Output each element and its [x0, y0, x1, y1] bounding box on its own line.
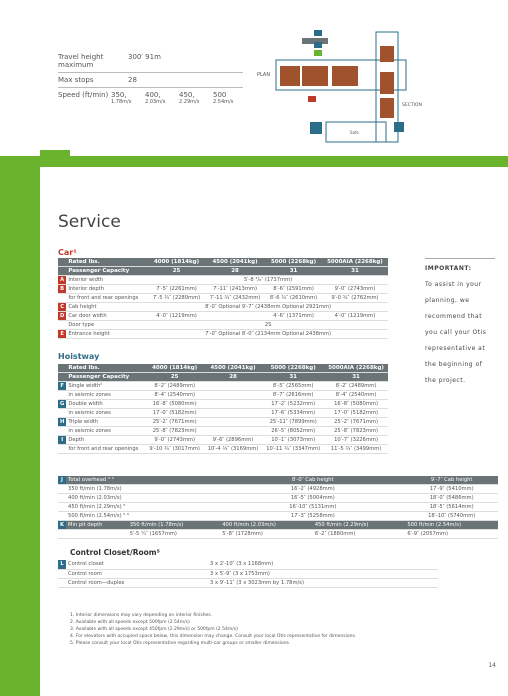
- row-spacer: [58, 512, 66, 521]
- row-label: Door type: [66, 321, 148, 330]
- overhead-value: 17′-9″ (5410mm): [405, 485, 498, 494]
- passenger-row: [58, 267, 388, 276]
- rated-cell: 5000 (2268kg): [265, 258, 322, 267]
- row-key: [58, 391, 66, 400]
- passenger-cell: 25: [148, 267, 205, 276]
- important-title: IMPORTANT:: [425, 265, 472, 272]
- overhead-value: 16′-10″ (5131mm): [220, 503, 405, 512]
- row-value: 25′-8″ (7823mm): [146, 427, 204, 436]
- row-value: 25′-8″ (7823mm): [324, 427, 388, 436]
- row-value: 8′-2″ (2489mm): [146, 382, 204, 391]
- overhead-value: 17′-3″ (5258mm): [220, 512, 405, 521]
- car-table: [58, 258, 388, 339]
- row-spacer: [58, 503, 66, 512]
- row-key: L: [58, 560, 66, 569]
- row-label: for front and rear openings: [66, 445, 145, 454]
- spec-box: [58, 50, 243, 108]
- row-value: 11′-5 ¾″ (3499mm): [324, 445, 388, 454]
- table-row: [58, 330, 388, 339]
- passenger-cell: 31: [265, 267, 322, 276]
- row-value: 8′-6 ¾″ (2610mm): [265, 294, 322, 303]
- rated-cell: 4500 (2041kg): [204, 364, 262, 373]
- car-section-title: Car¹: [58, 248, 77, 257]
- overhead-value: 18′-5″ (5614mm): [405, 503, 498, 512]
- pit-value: 5′-8″ (1728mm): [220, 530, 313, 539]
- passenger-row: [58, 373, 388, 382]
- pit-key: K: [60, 522, 65, 528]
- overhead-value: 18′-0″ (5486mm): [405, 494, 498, 503]
- row-value: 9′-6″ (2896mm): [204, 436, 262, 445]
- row-value: 25′-2″ (7671mm): [324, 418, 388, 427]
- row-label: in seismic zones: [66, 391, 145, 400]
- row-value: 10′-1″ (3073mm): [262, 436, 324, 445]
- pit-value: 6′-9″ (2057mm): [405, 530, 498, 539]
- row-label: Cab height: [66, 303, 148, 312]
- row-label: Interior depth: [66, 285, 148, 294]
- hoistway-section-title: Hoistway: [58, 352, 100, 361]
- row-key: [58, 569, 66, 578]
- passenger-cell: 31: [262, 373, 324, 382]
- row-value: 8′-4″ (2540mm): [324, 391, 388, 400]
- row-value: 8′-7″ (2616mm): [262, 391, 324, 400]
- table-row: [58, 382, 388, 391]
- row-value: 10′-11 ¾″ (3347mm): [262, 445, 324, 454]
- row-value: 9′-0″ (2743mm): [322, 285, 388, 294]
- closet-label: Control closet: [66, 560, 208, 569]
- table-row: [58, 303, 388, 312]
- row-label: in seismic zones: [66, 427, 145, 436]
- passenger-label: Passenger Capacity: [66, 267, 148, 276]
- important-note: [425, 258, 495, 389]
- row-key: E: [58, 330, 66, 339]
- hoistway-table: [58, 364, 388, 454]
- passenger-cell: 25: [146, 373, 204, 382]
- row-value: 17′-0″ (5182mm): [146, 409, 204, 418]
- table-row: [58, 427, 388, 436]
- overhead-row: [58, 494, 498, 503]
- plan-label: PLAN: [257, 72, 271, 78]
- max-stops-value: 28: [128, 76, 137, 84]
- overhead-speed: 500 ft/min (2.54m/s) ⁵ ⁶: [66, 512, 220, 521]
- row-key: H: [60, 419, 65, 425]
- row-value: [204, 400, 262, 409]
- overhead-speed: 400 ft/min (2.03m/s): [66, 494, 220, 503]
- speed-value: 450,: [179, 91, 195, 99]
- row-value: [204, 409, 262, 418]
- speed-ms: 1.78m/s: [111, 99, 132, 105]
- row-value: 17′-6″ (5334mm): [262, 409, 324, 418]
- passenger-label: Passenger Capacity: [66, 373, 145, 382]
- overhead-header: [58, 476, 498, 485]
- table-row: [58, 285, 388, 294]
- rated-cell: 5000AIA (2268kg): [324, 364, 388, 373]
- row-key: A: [58, 276, 66, 285]
- row-value: 7′-11 ¾″ (2432mm): [205, 294, 265, 303]
- footnote: 5. Please consult your local Otis representative regarding multi-car groups or smaller dimensions.: [70, 641, 291, 646]
- speed-value: 400,: [145, 91, 161, 99]
- pit-diagram: [306, 118, 416, 148]
- rated-cell: 4000 (1814kg): [148, 258, 205, 267]
- row-value: 7′-0″ Optional 8′-0″ (2134mm Optional 2438mm): [148, 330, 388, 339]
- row-key: B: [58, 285, 66, 294]
- row-value: 7′-5 ¾″ (2280mm): [148, 294, 205, 303]
- green-tab: [40, 150, 70, 160]
- table-row: [58, 391, 388, 400]
- page-number: 14: [488, 662, 496, 669]
- rated-cell: 4500 (2041kg): [205, 258, 265, 267]
- travel-height-label: Travel height maximum: [58, 53, 104, 69]
- overhead-key: J: [58, 476, 66, 485]
- closet-label: Control room: [66, 569, 208, 578]
- overhead-value: 16′-2″ (4928mm): [220, 485, 405, 494]
- speed-ms: 2.29m/s: [179, 99, 200, 105]
- closet-table: [58, 560, 438, 588]
- max-stops-row: [58, 73, 243, 88]
- footnote: 4. For elevators with occupied space below, this dimension may change. Consult your local Otis representative for dimensions.: [70, 634, 357, 639]
- overhead-speed: 450 ft/min (2.29m/s) ⁵: [66, 503, 220, 512]
- pit-speed: 400 ft/min (2.03m/s): [220, 521, 313, 530]
- row-label: Depth: [66, 436, 145, 445]
- table-row: [58, 312, 388, 321]
- green-sidebar: [0, 160, 40, 696]
- row-value: 8′-5″ (2565mm): [262, 382, 324, 391]
- row-value: 17′-0″ (5182mm): [324, 409, 388, 418]
- row-value: 8′-6″ (2591mm): [265, 285, 322, 294]
- row-value: 2S: [148, 321, 388, 330]
- row-value: [204, 418, 262, 427]
- pit-value: 5′-5 ¼″ (1657mm): [128, 530, 221, 539]
- row-label: Double width: [66, 400, 145, 409]
- row-key: C: [58, 303, 66, 312]
- speed-ms: 2.03m/s: [145, 99, 166, 105]
- pit-speed: 500 ft/min (2.54m/s): [405, 521, 498, 530]
- table-row: [58, 436, 388, 445]
- row-label: Interior width: [66, 276, 148, 285]
- passenger-cell: 28: [204, 373, 262, 382]
- closet-title: Control Closet/Room⁵: [70, 548, 160, 557]
- row-key: [58, 445, 66, 454]
- travel-height-row: [58, 50, 243, 73]
- overhead-row: [58, 485, 498, 494]
- row-spacer: [58, 485, 66, 494]
- row-key: [58, 321, 66, 330]
- page-title: Service: [58, 212, 121, 232]
- passenger-cell: 28: [205, 267, 265, 276]
- pit-value: 6′-2″ (1880mm): [313, 530, 406, 539]
- table-row: [58, 294, 388, 303]
- row-value: 9′-0″ (2743mm): [146, 436, 204, 445]
- row-key: [58, 409, 66, 418]
- footnotes: [70, 612, 356, 647]
- row-value: 7′-11″ (2413mm): [205, 285, 265, 294]
- speed-value: 500: [213, 91, 227, 99]
- row-label: Car door width: [66, 312, 148, 321]
- rated-label: Rated lbs.: [66, 258, 148, 267]
- row-value: 8′-0″ Optional 9′-7″ (2438mm Optional 2921mm): [148, 303, 388, 312]
- row-value: [204, 382, 262, 391]
- overhead-value: 16′-5″ (5004mm): [220, 494, 405, 503]
- overhead-col2: 9′-7″ Cab height: [405, 476, 498, 485]
- green-band: [0, 156, 508, 167]
- row-value: 16′-8″ (5080mm): [324, 400, 388, 409]
- closet-row: [58, 569, 438, 578]
- closet-row: [58, 560, 438, 569]
- row-value: 4′-0″ (1219mm): [148, 312, 205, 321]
- row-label: Single width²: [66, 382, 145, 391]
- speed-value: 350,: [111, 91, 127, 99]
- footnote: 2. Available with all speeds except 500fpm (2.54m/s): [70, 620, 190, 625]
- row-value: 8′-4″ (2540mm): [146, 391, 204, 400]
- row-key: G: [58, 400, 66, 409]
- important-line: the project.: [425, 377, 466, 384]
- rated-label: Rated lbs.: [66, 364, 145, 373]
- safe-label: Safe: [350, 130, 359, 135]
- pit-label: Min pit depth: [66, 521, 128, 530]
- row-label: for front and rear openings: [66, 294, 148, 303]
- row-value: 17′-2″ (5232mm): [262, 400, 324, 409]
- travel-height-value: 300′ 91m: [128, 53, 161, 61]
- table-row: [58, 321, 388, 330]
- table-row: [58, 418, 388, 427]
- max-stops-label: Max stops: [58, 76, 94, 84]
- important-line: you call your Otis: [425, 329, 487, 336]
- row-label: Triple width: [66, 418, 145, 427]
- rated-row: [58, 258, 388, 267]
- row-value: 25′-2″ (7671mm): [146, 418, 204, 427]
- overhead-row: [58, 512, 498, 521]
- row-key: D: [60, 313, 65, 319]
- overhead-col1: 8′-0″ Cab height: [220, 476, 405, 485]
- speed-label: Speed (ft/min): [58, 91, 109, 99]
- row-value: 16′-8″ (5080mm): [146, 400, 204, 409]
- row-key: I: [58, 436, 66, 445]
- row-label: Entrance height: [66, 330, 148, 339]
- pit-speed: 350 ft/min (1.78m/s): [128, 521, 221, 530]
- closet-label: Control room—duplex: [66, 578, 208, 587]
- rated-cell: 5000 (2268kg): [262, 364, 324, 373]
- footnote: 1. Interior dimensions may vary depending on interior finishes.: [70, 613, 213, 618]
- section-label: SECTION: [402, 103, 422, 108]
- pit-values-row: [58, 530, 498, 539]
- row-value: 8′-2″ (2489mm): [324, 382, 388, 391]
- table-row: [58, 445, 388, 454]
- table-row: [58, 276, 388, 285]
- rated-cell: 4000 (1814kg): [146, 364, 204, 373]
- table-row: [58, 400, 388, 409]
- table-row: [58, 409, 388, 418]
- row-value: 25′-11″ (7899mm): [262, 418, 324, 427]
- row-label: in seismic zones: [66, 409, 145, 418]
- row-value: 7′-5″ (2261mm): [148, 285, 205, 294]
- row-key: F: [58, 382, 66, 391]
- row-value: [204, 391, 262, 400]
- important-line: recommend that: [425, 313, 483, 320]
- closet-value: 3 x 5′-9″ (3 x 1753mm): [208, 569, 438, 578]
- row-value: 10′-4 ¾″ (3169mm): [204, 445, 262, 454]
- row-value: 9′-10 ¾″ (3017mm): [146, 445, 204, 454]
- important-line: To assist in your: [425, 281, 482, 288]
- rated-row: [58, 364, 388, 373]
- overhead-speed: 350 ft/min (1.78m/s): [66, 485, 220, 494]
- row-value: 9′-0 ¾″ (2762mm): [322, 294, 388, 303]
- closet-value: 3 x 2′-10″ (3 x 1168mm): [208, 560, 438, 569]
- row-value: [205, 312, 265, 321]
- row-spacer: [58, 494, 66, 503]
- row-value: 26′-5″ (8052mm): [262, 427, 324, 436]
- closet-row: [58, 578, 438, 587]
- speed-ms: 2.54m/s: [213, 99, 234, 105]
- important-line: representative at: [425, 345, 486, 352]
- passenger-cell: 31: [322, 267, 388, 276]
- row-key: [58, 578, 66, 587]
- closet-value: 3 x 9′-11″ (3 x 3023mm by 1.78m/s): [208, 578, 438, 587]
- row-value: [204, 427, 262, 436]
- row-value: 4′-0″ (1219mm): [322, 312, 388, 321]
- speed-row: [58, 88, 243, 108]
- row-value: 10′-7″ (3226mm): [324, 436, 388, 445]
- row-value: 4′-6″ (1371mm): [265, 312, 322, 321]
- important-line: planning, we: [425, 297, 470, 304]
- row-key: [58, 294, 66, 303]
- footnote: 3. Available with all speeds except 450fpm (2.29m/s) or 500fpm (2.54m/s): [70, 627, 238, 632]
- passenger-cell: 31: [324, 373, 388, 382]
- overhead-table: [58, 476, 498, 539]
- pit-speed: 450 ft/min (2.29m/s): [313, 521, 406, 530]
- row-key: [58, 427, 66, 436]
- pit-header: [58, 521, 498, 530]
- row-value: 5′-8 ³/₈″ (1737mm): [148, 276, 388, 285]
- overhead-row: [58, 503, 498, 512]
- important-line: the beginning of: [425, 361, 483, 368]
- overhead-label: Total overhead ³ ⁴: [66, 476, 220, 485]
- overhead-value: 18′-10″ (5740mm): [405, 512, 498, 521]
- rated-cell: 5000AIA (2268kg): [322, 258, 388, 267]
